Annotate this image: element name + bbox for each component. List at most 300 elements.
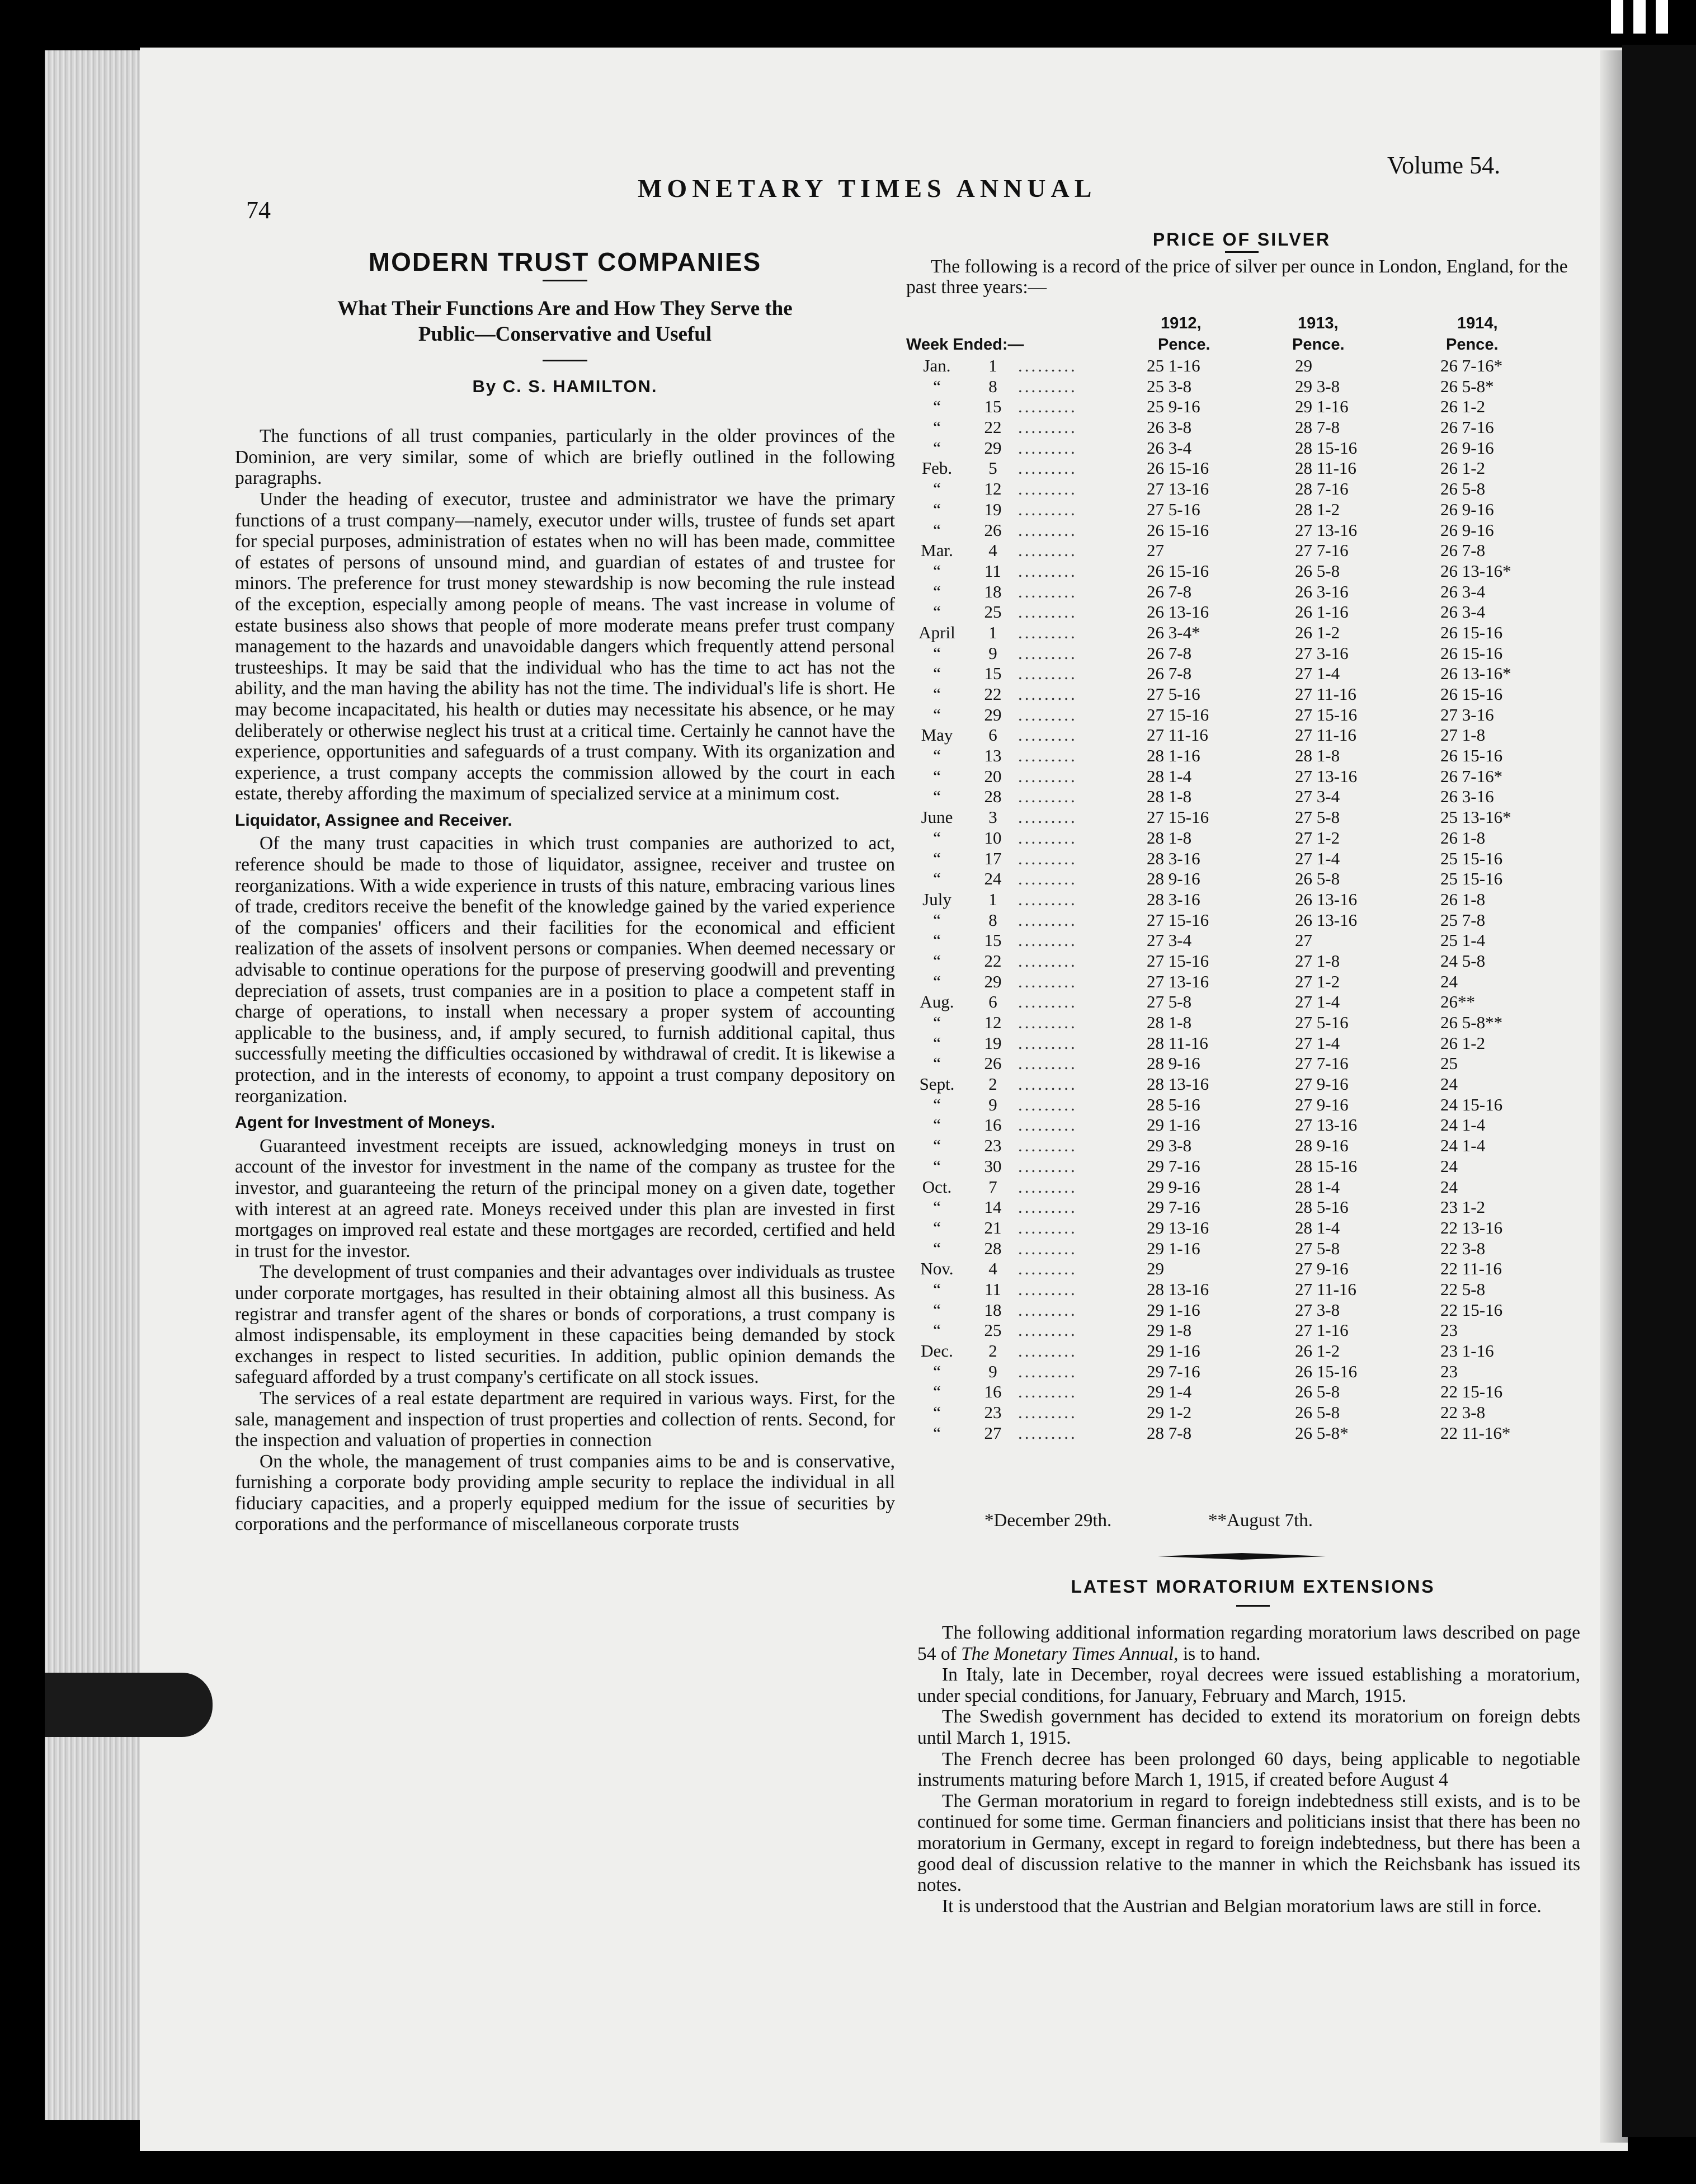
section-heading-agent: Agent for Investment of Moneys. <box>235 1113 496 1132</box>
week-day: 15 <box>984 397 1002 417</box>
week-month: “ <box>933 787 941 807</box>
week-day: 28 <box>984 787 1002 807</box>
moratorium-title-rule <box>1236 1605 1270 1607</box>
price-1913: 26 5-8 <box>1295 561 1340 581</box>
price-1914: 26 7-16* <box>1440 766 1503 786</box>
price-1914: 26 15-16 <box>1440 684 1503 704</box>
week-day: 11 <box>984 1279 1001 1299</box>
publication-title: The Monetary Times Annual <box>961 1643 1174 1664</box>
week-month: “ <box>933 1136 941 1156</box>
price-1912: 28 1-8 <box>1147 1013 1192 1032</box>
price-1912: 25 3-8 <box>1147 376 1192 396</box>
price-1912: 26 13-16 <box>1147 602 1209 622</box>
table-row <box>906 500 1577 520</box>
leader-dots: ......... <box>1018 950 1077 971</box>
price-1913: 27 3-4 <box>1295 787 1340 807</box>
price-1914: 26 15-16 <box>1440 622 1503 642</box>
leader-dots: ......... <box>1018 1279 1077 1299</box>
leader-dots: ......... <box>1018 1382 1077 1402</box>
price-1914: 22 11-16* <box>1440 1423 1511 1443</box>
subtitle-line: Public—Conservative and Useful <box>418 322 712 346</box>
price-1912: 29 1-16 <box>1147 1115 1200 1135</box>
price-1912: 28 5-16 <box>1147 1094 1200 1114</box>
page-stack-edges <box>45 50 151 2120</box>
leader-dots: ......... <box>1018 479 1077 499</box>
leader-dots: ......... <box>1018 827 1077 848</box>
price-1912: 26 7-8 <box>1147 663 1192 684</box>
price-1914: 26 1-8 <box>1440 889 1486 909</box>
price-1912: 26 3-4* <box>1147 622 1200 642</box>
table-row <box>906 1013 1577 1033</box>
price-1912: 27 11-16 <box>1147 725 1208 745</box>
price-1914: 25 15-16 <box>1440 848 1503 868</box>
week-day: 30 <box>984 1156 1002 1176</box>
leader-dots: ......... <box>1018 684 1077 704</box>
price-1912: 26 15-16 <box>1147 520 1209 540</box>
leader-dots: ......... <box>1018 417 1077 437</box>
table-row <box>906 1218 1577 1239</box>
table-row <box>906 910 1577 931</box>
price-1914: 26 5-8* <box>1440 376 1494 396</box>
col-1913-year: 1913, <box>1298 314 1339 332</box>
price-1913: 27 1-4 <box>1295 663 1340 684</box>
leader-dots: ......... <box>1018 1197 1077 1217</box>
leader-dots: ......... <box>1018 1136 1077 1156</box>
price-1912: 27 15-16 <box>1147 910 1209 930</box>
table-row <box>906 1177 1577 1198</box>
week-month: “ <box>933 1217 941 1237</box>
price-1912: 26 7-8 <box>1147 581 1192 601</box>
col-1914-unit: Pence. <box>1446 336 1499 354</box>
price-1912: 25 1-16 <box>1147 356 1200 375</box>
price-1912: 27 13-16 <box>1147 479 1209 499</box>
week-day: 3 <box>988 807 997 827</box>
leader-dots: ......... <box>1018 397 1077 417</box>
article-paragraph: Under the heading of executor, trustee and administrator we have the primary functions of a trust company—namely, executor under wills, trustee of funds set apart for special purposes, administration of estates when no will has been made, committee of estates of persons of unsound mind, and guardian of estates of and trustee for minors. The preference for trust money stewardship is now becoming the rule instead of the exception, especially among people of means. The vast increase in volume of estate business also shows that people of more moderate means prefer trust company management to the hazards and unavoidable dangers which frequently attend personal trusteeships. It may be said that the individual who has the time to act has not the ability, and the man having the ability has not the time. The individual's life is short. He may become incapacitated, his health or duties may necessitate his absence, or he may deliberately or otherwise neglect his trust at a critical time. Certainly he cannot have the experience, opportunities and safeguards of a trust company. With its organization and experience, a trust company accepts the commission allowed by the court in each estate, thereby affording the maximum of specialized service at a minimum cost. <box>235 488 895 804</box>
price-1914: 26 9-16 <box>1440 520 1494 540</box>
week-month: “ <box>933 1033 941 1053</box>
week-day: 18 <box>984 581 1002 601</box>
footnote-december: *December 29th. <box>984 1510 1112 1531</box>
price-1914: 22 11-16 <box>1440 1259 1502 1279</box>
price-1912: 29 1-16 <box>1147 1300 1200 1320</box>
table-row <box>906 1136 1577 1156</box>
week-day: 22 <box>984 417 1002 437</box>
article-paragraph: The development of trust companies and their advantages over individuals as trustee under corporate mortgages, has resulted in their obtaining almost all this business. As registrar and transfer agent of the shares or bonds of corporations, a trust company is almost indispensable, its employment in these capacities being demanded by stock exchanges in respect to listed securities. In addition, public opinion demands the safeguard afforded by a trust company's certificate on all stock issues. <box>235 1262 895 1388</box>
week-day: 9 <box>988 1094 997 1114</box>
title-rule <box>543 280 587 281</box>
price-1914: 26 15-16 <box>1440 643 1503 663</box>
price-1912: 28 3-16 <box>1147 889 1200 909</box>
table-row <box>906 663 1577 684</box>
price-1913: 27 9-16 <box>1295 1094 1349 1114</box>
price-1912: 27 5-16 <box>1147 684 1200 704</box>
price-1913: 27 1-4 <box>1295 1033 1340 1053</box>
price-1912: 26 15-16 <box>1147 458 1209 478</box>
leader-dots: ......... <box>1018 643 1077 663</box>
week-month: July <box>922 889 951 909</box>
price-1912: 28 3-16 <box>1147 848 1200 868</box>
week-day: 12 <box>984 479 1002 499</box>
price-1913: 27 5-8 <box>1295 807 1340 827</box>
leader-dots: ......... <box>1018 971 1077 991</box>
price-1912: 29 1-16 <box>1147 1238 1200 1258</box>
price-1914: 23 1-16 <box>1440 1341 1494 1361</box>
table-row <box>906 787 1577 807</box>
table-row <box>906 458 1577 479</box>
price-1912: 27 <box>1147 540 1164 561</box>
leader-dots: ......... <box>1018 663 1077 684</box>
week-month: “ <box>933 1238 941 1258</box>
moratorium-paragraph: In Italy, late in December, royal decrees were issued establishing a moratorium, under special conditions, for January, February and March, 1915. <box>917 1664 1580 1706</box>
week-month: “ <box>933 684 941 704</box>
week-day: 1 <box>988 622 997 642</box>
week-month: Mar. <box>921 540 953 561</box>
price-1912: 27 13-16 <box>1147 971 1209 991</box>
price-1912: 29 1-16 <box>1147 1341 1200 1361</box>
table-row <box>906 766 1577 787</box>
table-row <box>906 1197 1577 1218</box>
week-day: 25 <box>984 1320 1002 1340</box>
leader-dots: ......... <box>1018 356 1077 375</box>
table-row <box>906 889 1577 910</box>
leader-dots: ......... <box>1018 848 1077 868</box>
price-1914: 24 1-4 <box>1440 1136 1486 1156</box>
week-day: 1 <box>988 356 997 375</box>
leader-dots: ......... <box>1018 889 1077 909</box>
price-1912: 29 13-16 <box>1147 1217 1209 1237</box>
moratorium-body <box>917 1622 1580 1917</box>
week-month: “ <box>933 437 941 458</box>
price-1914: 23 <box>1440 1320 1458 1340</box>
price-1914: 27 3-16 <box>1440 704 1494 724</box>
leader-dots: ......... <box>1018 1217 1077 1237</box>
price-1913: 28 1-2 <box>1295 499 1340 519</box>
week-day: 18 <box>984 1300 1002 1320</box>
leader-dots: ......... <box>1018 807 1077 827</box>
price-1914: 26 7-16* <box>1440 356 1503 375</box>
week-month: “ <box>933 417 941 437</box>
moratorium-paragraph: The French decree has been prolonged 60 days, being applicable to negotiable instruments maturing before March 1, 1915, if created before August 4 <box>917 1748 1580 1791</box>
week-day: 6 <box>988 725 997 745</box>
col-week-ended: Week Ended:— <box>906 336 1024 354</box>
week-month: “ <box>933 746 941 766</box>
leader-dots: ......... <box>1018 540 1077 561</box>
price-1912: 28 11-16 <box>1147 1033 1208 1053</box>
table-row <box>906 1300 1577 1321</box>
page-clip <box>45 1673 213 1737</box>
price-1914: 26 15-16 <box>1440 746 1503 766</box>
week-day: 9 <box>988 1361 997 1381</box>
scan-border-right <box>1622 45 1696 2137</box>
table-row <box>906 828 1577 849</box>
week-day: 20 <box>984 766 1002 786</box>
leader-dots: ......... <box>1018 869 1077 889</box>
price-1913: 27 7-16 <box>1295 1053 1349 1074</box>
moratorium-paragraph <box>917 1622 1580 1664</box>
price-1913: 27 1-2 <box>1295 827 1340 848</box>
table-row <box>906 417 1577 438</box>
price-1912: 27 15-16 <box>1147 807 1209 827</box>
week-month: “ <box>933 643 941 663</box>
leader-dots: ......... <box>1018 1341 1077 1361</box>
price-1914: 25 13-16* <box>1440 807 1511 827</box>
subtitle-rule <box>543 360 587 361</box>
week-day: 28 <box>984 1238 1002 1258</box>
price-1913: 26 5-8 <box>1295 1382 1340 1402</box>
price-1913: 27 1-2 <box>1295 971 1340 991</box>
price-1914: 25 15-16 <box>1440 869 1503 889</box>
price-1913: 27 9-16 <box>1295 1259 1349 1279</box>
table-row <box>906 1423 1577 1444</box>
leader-dots: ......... <box>1018 1300 1077 1320</box>
price-1913: 27 11-16 <box>1295 725 1356 745</box>
price-1913: 27 5-8 <box>1295 1238 1340 1258</box>
week-day: 22 <box>984 684 1002 704</box>
ornamental-divider <box>1158 1552 1326 1560</box>
price-1914: 23 1-2 <box>1440 1197 1486 1217</box>
price-1912: 28 13-16 <box>1147 1074 1209 1094</box>
leader-dots: ......... <box>1018 704 1077 724</box>
week-month: “ <box>933 397 941 417</box>
price-1913: 27 <box>1295 930 1312 950</box>
leader-dots: ......... <box>1018 1115 1077 1135</box>
price-1912: 28 9-16 <box>1147 869 1200 889</box>
week-day: 19 <box>984 1033 1002 1053</box>
week-day: 9 <box>988 643 997 663</box>
film-mark <box>1633 0 1646 34</box>
article-paragraph: Guaranteed investment receipts are issued, acknowledging moneys in trust on account of the investor for investment in the name of the company as trustee for the investor, and guaranteeing the return of the principal money on a given date, together with interest at an agreed rate. Moneys received under this plan are invested in first mortgages on improved real estate and these mortgages are recorded, certified and held in trust for the investor. <box>235 1135 895 1262</box>
film-mark <box>1656 0 1668 34</box>
price-1912: 26 3-4 <box>1147 437 1192 458</box>
leader-dots: ......... <box>1018 520 1077 540</box>
price-1914: 26 9-16 <box>1440 437 1494 458</box>
leader-dots: ......... <box>1018 376 1077 396</box>
scan-border-left <box>0 0 45 2184</box>
price-1914: 25 <box>1440 1053 1458 1074</box>
week-day: 21 <box>984 1217 1002 1237</box>
price-1913: 29 <box>1295 356 1312 375</box>
price-1912: 26 3-8 <box>1147 417 1192 437</box>
price-1914: 24 15-16 <box>1440 1094 1503 1114</box>
price-1914: 26 7-16 <box>1440 417 1494 437</box>
price-1913: 29 1-16 <box>1295 397 1349 417</box>
week-month: Dec. <box>921 1341 953 1361</box>
week-month: “ <box>933 1402 941 1423</box>
table-body <box>906 356 1577 1443</box>
price-1912: 28 1-8 <box>1147 787 1192 807</box>
price-1913: 27 1-4 <box>1295 848 1340 868</box>
leader-dots: ......... <box>1018 1033 1077 1053</box>
price-1914: 22 15-16 <box>1440 1382 1503 1402</box>
price-1912: 28 1-8 <box>1147 827 1192 848</box>
leader-dots: ......... <box>1018 499 1077 519</box>
week-month: “ <box>933 704 941 724</box>
price-1914: 22 3-8 <box>1440 1238 1486 1258</box>
moratorium-paragraph: It is understood that the Austrian and Belgian moratorium laws are still in force. <box>942 1895 1542 1917</box>
price-1912: 27 15-16 <box>1147 704 1209 724</box>
table-row <box>906 807 1577 828</box>
col-1912-unit: Pence. <box>1158 336 1210 354</box>
price-1914: 26 3-16 <box>1440 787 1494 807</box>
week-day: 27 <box>984 1423 1002 1443</box>
leader-dots: ......... <box>1018 1176 1077 1197</box>
price-1913: 27 1-16 <box>1295 1320 1349 1340</box>
week-month: June <box>921 807 953 827</box>
price-1913: 28 9-16 <box>1295 1136 1349 1156</box>
table-row <box>906 582 1577 603</box>
week-month: “ <box>933 950 941 971</box>
leader-dots: ......... <box>1018 1361 1077 1381</box>
week-month: “ <box>933 869 941 889</box>
leader-dots: ......... <box>1018 1320 1077 1340</box>
price-1913: 27 1-8 <box>1295 950 1340 971</box>
price-1913: 26 13-16 <box>1295 910 1358 930</box>
week-month: “ <box>933 1300 941 1320</box>
week-month: “ <box>933 602 941 622</box>
table-row <box>906 438 1577 459</box>
leader-dots: ......... <box>1018 992 1077 1012</box>
week-day: 1 <box>988 889 997 909</box>
table-row <box>906 540 1577 561</box>
week-day: 29 <box>984 704 1002 724</box>
table-row <box>906 1033 1577 1054</box>
table-row <box>906 1074 1577 1095</box>
table-row <box>906 397 1577 417</box>
price-1913: 27 11-16 <box>1295 684 1356 704</box>
week-day: 13 <box>984 746 1002 766</box>
price-1913: 27 3-8 <box>1295 1300 1340 1320</box>
week-month: Feb. <box>921 458 953 478</box>
film-mark <box>1611 0 1623 34</box>
price-1912: 26 15-16 <box>1147 561 1209 581</box>
table-header-units <box>906 335 1577 356</box>
article-title: MODERN TRUST COMPANIES <box>368 247 762 276</box>
price-1914: 26 3-4 <box>1440 581 1486 601</box>
price-1914: 24 <box>1440 1176 1458 1197</box>
article-paragraph: The services of a real estate department are required in various ways. First, for the sale, management and inspection of trust properties and collection of rents. Second, for the inspection and valuation of properties in connection <box>235 1387 895 1451</box>
leader-dots: ......... <box>1018 766 1077 786</box>
table-row <box>906 705 1577 726</box>
price-1912: 27 5-8 <box>1147 992 1192 1012</box>
leader-dots: ......... <box>1018 1156 1077 1176</box>
leader-dots: ......... <box>1018 437 1077 458</box>
table-row <box>906 1382 1577 1402</box>
price-1912: 28 9-16 <box>1147 1053 1200 1074</box>
week-month: “ <box>933 1156 941 1176</box>
price-1912: 29 9-16 <box>1147 1176 1200 1197</box>
week-month: “ <box>933 479 941 499</box>
page-number: 74 <box>246 196 271 224</box>
price-1913: 27 13-16 <box>1295 520 1358 540</box>
week-day: 7 <box>988 1176 997 1197</box>
price-1914: 26 13-16* <box>1440 561 1511 581</box>
table-row <box>906 479 1577 500</box>
table-row <box>906 1259 1577 1279</box>
price-1913: 26 5-8 <box>1295 869 1340 889</box>
moratorium-section-title <box>917 1576 1589 1607</box>
week-day: 17 <box>984 848 1002 868</box>
leader-dots: ......... <box>1018 1423 1077 1443</box>
price-1912: 29 1-8 <box>1147 1320 1192 1340</box>
col-1912-year: 1912, <box>1161 314 1202 332</box>
leader-dots: ......... <box>1018 561 1077 581</box>
price-1914: 27 1-8 <box>1440 725 1486 745</box>
week-month: Aug. <box>920 992 954 1012</box>
price-1914: 24 5-8 <box>1440 950 1486 971</box>
subtitle-line: What Their Functions Are and How They Serve the <box>337 296 793 320</box>
week-month: “ <box>933 1053 941 1074</box>
price-1914: 22 5-8 <box>1440 1279 1486 1299</box>
running-title: MONETARY TIMES ANNUAL <box>638 174 1097 203</box>
price-1912: 29 1-2 <box>1147 1402 1192 1423</box>
price-1913: 28 15-16 <box>1295 437 1358 458</box>
price-1913: 26 5-8* <box>1295 1423 1349 1443</box>
week-month: “ <box>933 766 941 786</box>
price-1912: 29 <box>1147 1259 1164 1279</box>
week-day: 25 <box>984 602 1002 622</box>
week-day: 19 <box>984 499 1002 519</box>
table-row <box>906 1402 1577 1423</box>
week-month: “ <box>933 581 941 601</box>
price-1914: 26 1-2 <box>1440 397 1486 417</box>
week-month: Jan. <box>923 356 951 375</box>
leader-dots: ......... <box>1018 602 1077 622</box>
week-month: “ <box>933 910 941 930</box>
week-month: “ <box>933 561 941 581</box>
leader-dots: ......... <box>1018 458 1077 478</box>
leader-dots: ......... <box>1018 1238 1077 1258</box>
price-1913: 26 3-16 <box>1295 581 1349 601</box>
price-1914: 26 5-8** <box>1440 1013 1503 1032</box>
price-1914: 24 1-4 <box>1440 1115 1486 1135</box>
week-day: 23 <box>984 1402 1002 1423</box>
price-1912: 27 15-16 <box>1147 950 1209 971</box>
week-month: “ <box>933 663 941 684</box>
week-month: “ <box>933 1361 941 1381</box>
week-day: 4 <box>988 1259 997 1279</box>
price-1913: 26 15-16 <box>1295 1361 1358 1381</box>
moratorium-paragraph: The Swedish government has decided to extend its moratorium on foreign debts until March 1, 1915. <box>917 1706 1580 1748</box>
price-1914: 22 13-16 <box>1440 1217 1503 1237</box>
silver-section <box>906 229 1577 298</box>
week-day: 6 <box>988 992 997 1012</box>
leader-dots: ......... <box>1018 1074 1077 1094</box>
price-1913: 26 13-16 <box>1295 889 1358 909</box>
price-1914: 25 1-4 <box>1440 930 1486 950</box>
table-row <box>906 1115 1577 1136</box>
article-byline: By C. S. HAMILTON. <box>472 376 658 396</box>
price-1914: 26 3-4 <box>1440 602 1486 622</box>
price-1913: 28 1-4 <box>1295 1176 1340 1197</box>
table-header-years <box>906 313 1577 335</box>
table-row <box>906 746 1577 766</box>
price-1914: 26 1-8 <box>1440 827 1486 848</box>
price-1913: 26 1-2 <box>1295 622 1340 642</box>
price-1913: 26 1-2 <box>1295 1341 1340 1361</box>
price-1913: 28 7-8 <box>1295 417 1340 437</box>
leader-dots: ......... <box>1018 787 1077 807</box>
week-day: 16 <box>984 1382 1002 1402</box>
week-month: April <box>918 622 955 642</box>
price-1914: 22 15-16 <box>1440 1300 1503 1320</box>
price-1913: 27 15-16 <box>1295 704 1358 724</box>
price-1912: 29 7-16 <box>1147 1156 1200 1176</box>
week-month: Sept. <box>919 1074 955 1094</box>
week-month: “ <box>933 848 941 868</box>
price-1913: 27 13-16 <box>1295 1115 1358 1135</box>
week-day: 12 <box>984 1013 1002 1032</box>
